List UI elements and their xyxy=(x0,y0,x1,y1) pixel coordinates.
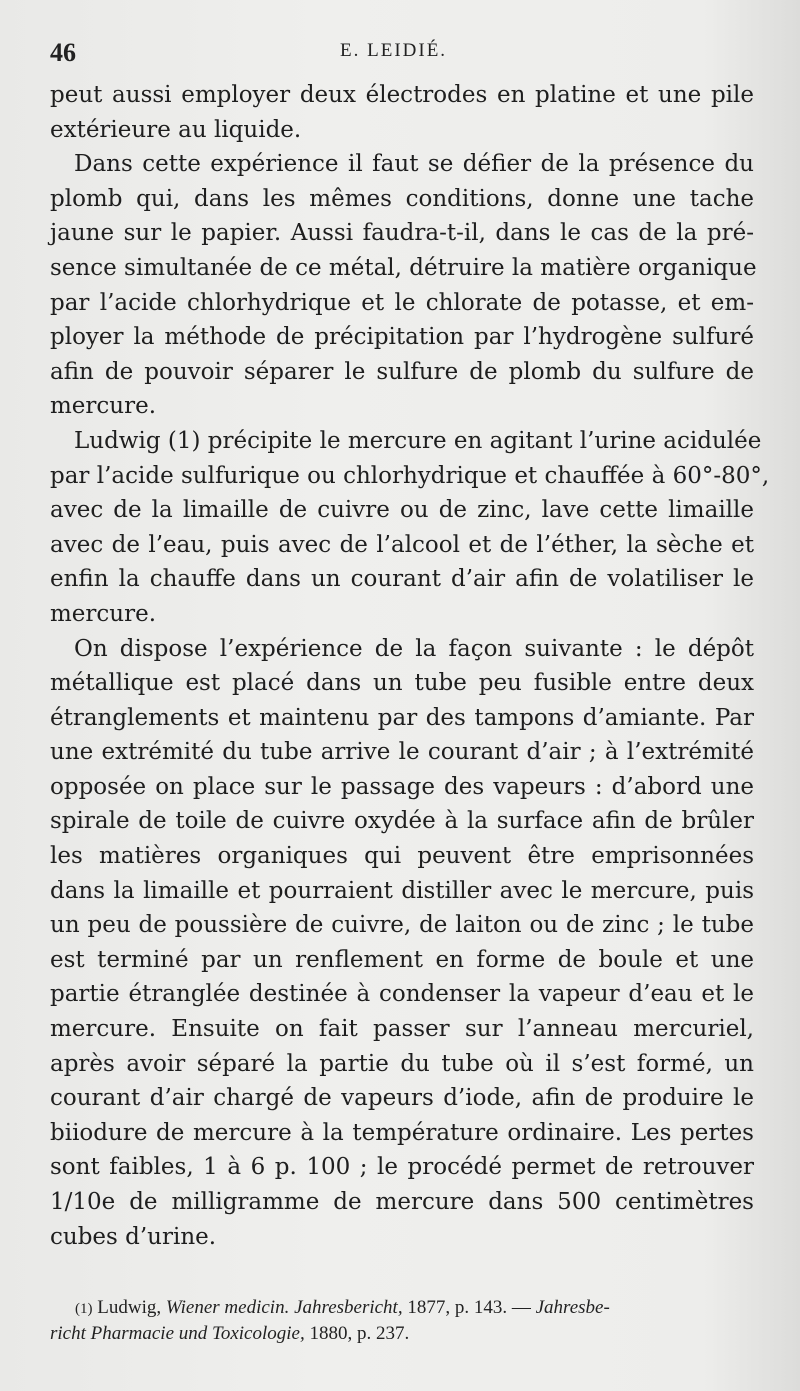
text-line: 1/10e de milligramme de mercure dans 500 centimètres xyxy=(50,1189,754,1215)
text-line: une extrémité du tube arrive le courant d’air ; à l’extrémité xyxy=(50,739,754,766)
text-line: courant d’air chargé de vapeurs d’iode, afin de produire le xyxy=(50,1085,754,1112)
footnote-journal-2: Jahresbe- xyxy=(535,1297,610,1318)
text-line: étranglements et maintenu par des tampons d’amiante. Par xyxy=(50,704,754,731)
text-line: partie étranglée destinée à condenser la vapeur d’eau et le xyxy=(50,981,754,1008)
footnote-line xyxy=(50,1321,750,1347)
text-line: par l’acide chlorhydrique et le chlorate de potasse, et em- xyxy=(50,289,754,316)
footnote-reference: 1877, p. 143. — xyxy=(407,1297,531,1318)
footnote-journal-2-cont: richt Pharmacie und Toxicologie, xyxy=(50,1323,305,1344)
body-text xyxy=(50,78,770,1254)
footnote xyxy=(50,1295,750,1347)
text-line: biiodure de mercure à la température ordinaire. Les pertes xyxy=(50,1119,754,1146)
text-line: avec de l’eau, puis avec de l’alcool et de l’éther, la sèche et xyxy=(50,531,754,558)
footnote-mark: (1) xyxy=(75,1301,93,1317)
text-line: extérieure au liquide. xyxy=(50,116,302,143)
text-line: ployer la méthode de précipitation par l’hydrogène sulfuré xyxy=(50,324,754,351)
text-line: opposée on place sur le passage des vapeurs : d’abord une xyxy=(50,773,754,800)
text-line: avec de la limaille de cuivre ou de zinc, lave cette limaille xyxy=(50,497,754,524)
footnote-reference-2: 1880, p. 237. xyxy=(309,1323,410,1344)
page-header xyxy=(50,38,750,68)
page-number: 46 xyxy=(50,38,76,67)
text-line: cubes d’urine. xyxy=(50,1223,217,1250)
running-head: E. LEIDIÉ. xyxy=(340,40,448,61)
text-line: enfin la chauffe dans un courant d’air afin de volatiliser le xyxy=(50,566,754,593)
text-line: sont faibles, 1 à 6 p. 100 ; le procédé permet de retrouver xyxy=(50,1154,754,1181)
text-line: sence simultanée de ce métal, détruire la matière organique xyxy=(50,254,757,281)
footnote-journal: Wiener medicin. Jahresbericht, xyxy=(165,1297,403,1318)
text-line: spirale de toile de cuivre oxydée à la surface afin de brûler xyxy=(50,808,754,835)
text-line: Ludwig (1) précipite le mercure en agitant l’urine acidulée xyxy=(74,427,762,454)
text-line: On dispose l’expérience de la façon suivante : le dépôt xyxy=(74,635,754,662)
text-line: afin de pouvoir séparer le sulfure de plomb du sulfure de xyxy=(50,358,754,385)
text-line: est terminé par un renflement en forme de boule et une xyxy=(50,946,754,973)
text-line: par l’acide sulfurique ou chlorhydrique et chauffée à 60°-80°, xyxy=(50,462,770,489)
text-line: mercure. xyxy=(50,600,157,627)
text-line: après avoir séparé la partie du tube où il s’est formé, un xyxy=(50,1050,754,1077)
footnote-line xyxy=(50,1295,750,1321)
text-line: dans la limaille et pourraient distiller avec le mercure, puis xyxy=(50,877,754,904)
text-line: jaune sur le papier. Aussi faudra-t-il, dans le cas de la pré- xyxy=(50,220,754,247)
text-line: les matières organiques qui peuvent être emprisonnées xyxy=(50,843,754,870)
text-line: plomb qui, dans les mêmes conditions, donne une tache xyxy=(50,185,754,212)
text-line: mercure. Ensuite on fait passer sur l’anneau mercuriel, xyxy=(50,1016,754,1043)
text-line: peut aussi employer deux électrodes en platine et une pile xyxy=(50,82,754,108)
text-line: Dans cette expérience il faut se défier de la présence du xyxy=(74,151,754,178)
footnote-author: Ludwig, xyxy=(97,1297,162,1318)
text-line: un peu de poussière de cuivre, de laiton ou de zinc ; le tube xyxy=(50,912,754,939)
text-line: mercure. xyxy=(50,393,157,420)
text-line: métallique est placé dans un tube peu fusible entre deux xyxy=(50,670,754,697)
